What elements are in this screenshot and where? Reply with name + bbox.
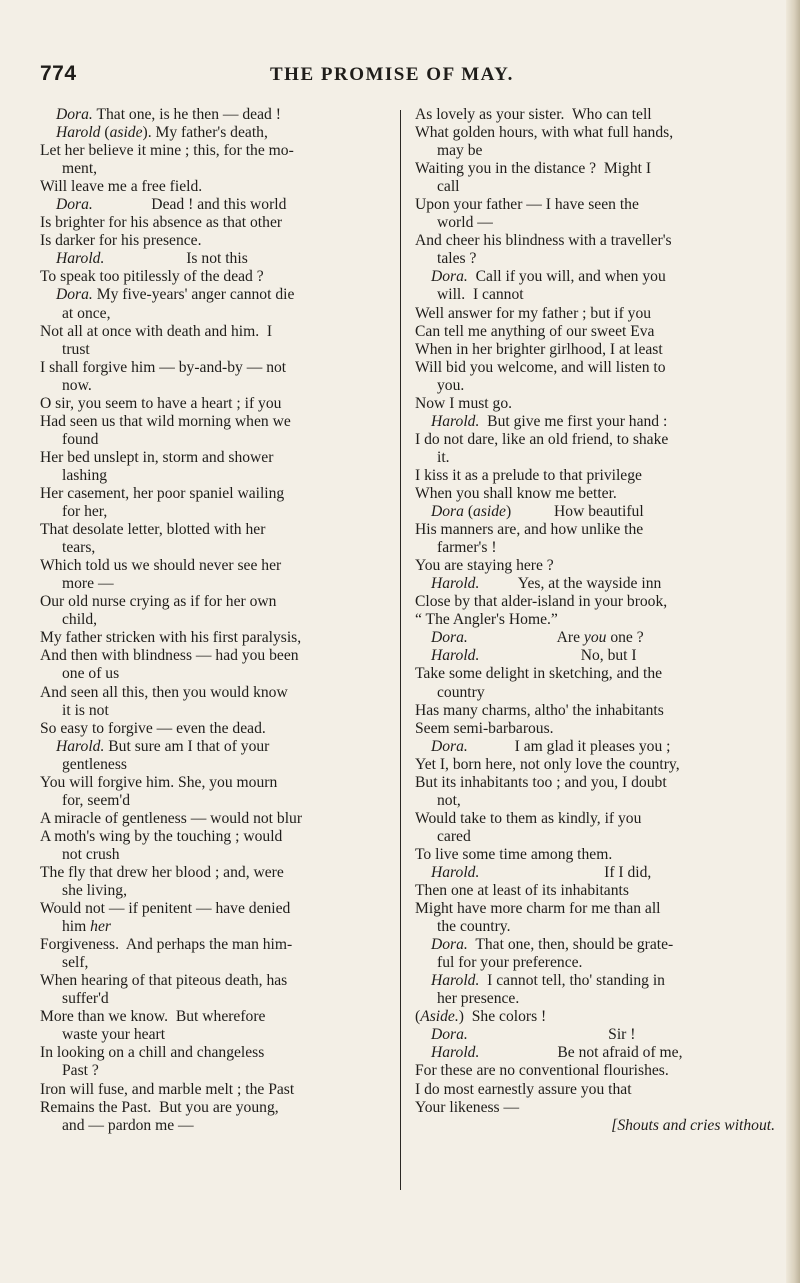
line-text: When in her brighter girlhood, I at least: [415, 340, 663, 358]
line-text: “ The Angler's Home.”: [415, 611, 558, 629]
text-line: [415, 539, 775, 557]
line-text: Our old nurse crying as if for her own: [40, 593, 277, 611]
text-line: [40, 846, 386, 864]
line-text: Past ?: [62, 1062, 99, 1080]
text-line: [415, 900, 775, 918]
text-line: [40, 774, 386, 792]
text-line: [40, 341, 386, 359]
line-text: Close by that alder-island in your brook,: [415, 593, 668, 611]
line-text: Will bid you welcome, and will listen to: [415, 358, 666, 376]
text-line: [415, 1044, 775, 1062]
line-text: In looking on a chill and changeless: [40, 1044, 265, 1062]
italic-text: [Shouts and cries without.: [611, 1116, 775, 1134]
line-text: more —: [62, 575, 114, 593]
text-line: [40, 485, 386, 503]
text-line: [40, 106, 386, 124]
line-text: for her,: [62, 503, 108, 521]
left-column: [40, 106, 386, 1135]
italic-text: you: [583, 629, 607, 647]
line-text: That one, then, should be grate-: [467, 936, 674, 954]
text-line: [40, 431, 386, 449]
line-text: one of us: [62, 665, 120, 683]
text-line: [415, 232, 775, 250]
italic-text: Harold: [56, 124, 101, 142]
text-line: [40, 1026, 386, 1044]
text-line: [415, 413, 775, 431]
text-line: [40, 268, 386, 286]
line-text: the country.: [437, 918, 511, 936]
italic-text: Harold.: [431, 412, 480, 430]
text-line: [40, 286, 386, 304]
text-line: [415, 449, 775, 467]
line-text: at once,: [62, 304, 111, 322]
line-text: Your likeness —: [415, 1098, 520, 1116]
text-line: [40, 647, 386, 665]
text-line: [415, 359, 775, 377]
line-text: farmer's !: [437, 539, 497, 557]
line-text: Be not afraid of me,: [479, 1044, 683, 1062]
line-text: I kiss it as a prelude to that privilege: [415, 466, 642, 484]
text-line: [40, 720, 386, 738]
line-text: Had seen us that wild morning when we: [40, 412, 291, 430]
line-text: Iron will fuse, and marble melt ; the Past: [40, 1080, 295, 1098]
line-text: If I did,: [479, 863, 652, 881]
line-text: Yet I, born here, not only love the country,: [415, 755, 680, 773]
text-line: [40, 305, 386, 323]
text-line: [415, 684, 775, 702]
text-line: [40, 1008, 386, 1026]
right-column: [415, 106, 775, 1135]
line-text: ment,: [62, 160, 98, 178]
text-line: [415, 1008, 775, 1026]
line-text: Sir !: [467, 1026, 636, 1044]
text-line: [415, 756, 775, 774]
line-text: ) How beautiful: [505, 503, 644, 521]
italic-text: Dora.: [431, 737, 468, 755]
text-line: [40, 882, 386, 900]
line-text: But give me first your hand :: [479, 412, 668, 430]
line-text: Dead ! and this world: [92, 196, 287, 214]
text-line: [40, 521, 386, 539]
text-line: [415, 214, 775, 232]
line-text: Would not — if penitent — have denied: [40, 900, 291, 918]
text-line: [40, 738, 386, 756]
text-line: [415, 196, 775, 214]
line-text: Take some delight in sketching, and the: [415, 665, 663, 683]
line-text: My father stricken with his first paralysis,: [40, 629, 302, 647]
text-line: [40, 1081, 386, 1099]
line-text: Forgiveness. And perhaps the man him-: [40, 936, 293, 954]
text-line: [40, 160, 386, 178]
text-line: [40, 1062, 386, 1080]
line-text: Is not this: [104, 250, 248, 268]
line-text: Let her believe it mine ; this, for the mo-: [40, 142, 294, 160]
text-line: [415, 954, 775, 972]
italic-text: Dora.: [431, 1026, 468, 1044]
line-text: That one, is he then — dead !: [92, 106, 281, 123]
line-text: The fly that drew her blood ; and, were: [40, 863, 284, 881]
line-text: now.: [62, 376, 92, 394]
text-line: [40, 702, 386, 720]
line-text: Now I must go.: [415, 394, 513, 412]
text-line: [40, 557, 386, 575]
italic-text: Dora.: [56, 106, 93, 123]
line-text: What golden hours, with what full hands,: [415, 124, 674, 142]
text-line: [40, 214, 386, 232]
line-text: A moth's wing by the touching ; would: [40, 827, 283, 845]
text-line: [415, 828, 775, 846]
line-text: Has many charms, altho' the inhabitants: [415, 701, 664, 719]
line-text: Are: [467, 629, 584, 647]
text-line: [415, 629, 775, 647]
page-edge: [786, 0, 800, 1283]
line-text: And cheer his blindness with a traveller's: [415, 232, 672, 250]
text-line: [415, 792, 775, 810]
text-line: [415, 864, 775, 882]
line-text: it is not: [62, 701, 109, 719]
line-text: Will leave me a free field.: [40, 178, 203, 196]
text-line: [40, 1117, 386, 1135]
text-line: [40, 936, 386, 954]
line-text: not,: [437, 791, 461, 809]
line-text: My five-years' anger cannot die: [92, 286, 295, 304]
line-text: him: [62, 918, 91, 936]
text-line: [415, 268, 775, 286]
line-text: Not all at once with death and him. I: [40, 322, 273, 340]
text-line: [415, 341, 775, 359]
line-text: Her casement, her poor spaniel wailing: [40, 484, 285, 502]
line-text: So easy to forgive — even the dead.: [40, 719, 266, 737]
line-text: To live some time among them.: [415, 845, 613, 863]
text-line: [40, 142, 386, 160]
line-text: Is brighter for his absence as that other: [40, 214, 283, 232]
text-line: [415, 395, 775, 413]
text-line: [40, 124, 386, 142]
text-line: [415, 593, 775, 611]
text-line: [415, 918, 775, 936]
line-text: Call if you will, and when you: [467, 268, 666, 286]
text-line: [415, 485, 775, 503]
line-text: Seem semi-barbarous.: [415, 719, 554, 737]
line-text: (: [415, 1008, 421, 1026]
text-line: [40, 828, 386, 846]
line-text: call: [437, 178, 460, 196]
text-line: [415, 846, 775, 864]
line-text: her presence.: [437, 990, 520, 1008]
line-text: ). My father's death,: [142, 124, 268, 142]
text-line: [40, 756, 386, 774]
text-line: [415, 377, 775, 395]
column-divider: [400, 110, 401, 1190]
text-line: [415, 106, 775, 124]
text-line: [415, 774, 775, 792]
line-text: No, but I: [479, 647, 637, 665]
line-text: But its inhabitants too ; and you, I doubt: [415, 773, 667, 791]
line-text: Upon your father — I have seen the: [415, 196, 639, 214]
italic-text: Dora.: [431, 268, 468, 286]
line-text: ) She colors !: [458, 1008, 547, 1026]
text-line: [40, 864, 386, 882]
italic-text: Aside.: [420, 1008, 459, 1026]
line-text: Well answer for my father ; but if you: [415, 304, 652, 322]
text-line: [40, 918, 386, 936]
line-text: it.: [437, 448, 450, 466]
text-line: [40, 250, 386, 268]
text-line: [415, 1117, 775, 1135]
text-line: [415, 972, 775, 990]
line-text: That desolate letter, blotted with her: [40, 521, 266, 539]
text-line: [40, 178, 386, 196]
text-line: [415, 250, 775, 268]
text-line: [40, 539, 386, 557]
page-number: 774: [40, 62, 77, 85]
line-text: And then with blindness — had you been: [40, 647, 299, 665]
line-text: When you shall know me better.: [415, 484, 617, 502]
text-line: [415, 936, 775, 954]
line-text: His manners are, and how unlike the: [415, 521, 644, 539]
text-line: [415, 882, 775, 900]
line-text: Which told us we should never see her: [40, 557, 282, 575]
text-line: [40, 990, 386, 1008]
text-line: [415, 1062, 775, 1080]
text-line: [40, 196, 386, 214]
line-text: world —: [437, 214, 493, 232]
text-line: [415, 702, 775, 720]
text-line: [40, 413, 386, 431]
line-text: A miracle of gentleness — would not blur: [40, 809, 303, 827]
line-text: you.: [437, 376, 465, 394]
line-text: she living,: [62, 882, 127, 900]
line-text: (: [463, 503, 474, 521]
text-line: [40, 575, 386, 593]
text-line: [415, 647, 775, 665]
text-line: [40, 323, 386, 341]
text-line: [415, 1081, 775, 1099]
text-line: [40, 792, 386, 810]
text-line: [415, 1099, 775, 1117]
line-text: More than we know. But wherefore: [40, 1008, 266, 1026]
line-text: As lovely as your sister. Who can tell: [415, 106, 652, 123]
line-text: Might have more charm for me than all: [415, 900, 661, 918]
line-text: But sure am I that of your: [104, 737, 270, 755]
text-line: [415, 557, 775, 575]
text-line: [415, 124, 775, 142]
text-line: [415, 467, 775, 485]
italic-text: Harold.: [431, 647, 480, 665]
line-text: Remains the Past. But you are young,: [40, 1098, 279, 1116]
text-line: [40, 900, 386, 918]
line-text: For these are no conventional flourishes.: [415, 1062, 669, 1080]
text-line: [415, 305, 775, 323]
line-text: ful for your preference.: [437, 954, 583, 972]
text-line: [415, 503, 775, 521]
italic-text: aside: [109, 124, 143, 142]
line-text: I do not dare, like an old friend, to shake: [415, 430, 669, 448]
text-line: [415, 810, 775, 828]
line-text: suffer'd: [62, 990, 109, 1008]
italic-text: aside: [473, 503, 506, 521]
text-line: [40, 629, 386, 647]
line-text: will. I cannot: [437, 286, 524, 304]
line-text: I shall forgive him — by-and-by — not: [40, 358, 287, 376]
page-header: [40, 62, 772, 88]
text-line: [415, 1026, 775, 1044]
italic-text: Dora.: [431, 936, 468, 954]
text-line: [415, 665, 775, 683]
line-text: trust: [62, 340, 90, 358]
text-line: [40, 665, 386, 683]
line-text: I am glad it pleases you ;: [467, 737, 671, 755]
text-line: [415, 738, 775, 756]
line-text: I cannot tell, tho' standing in: [479, 972, 665, 990]
running-title: THE PROMISE OF MAY.: [270, 64, 514, 85]
line-text: child,: [62, 611, 98, 629]
line-text: Yes, at the wayside inn: [479, 575, 662, 593]
text-line: [40, 467, 386, 485]
line-text: and — pardon me —: [62, 1116, 194, 1134]
line-text: I do most earnestly assure you that: [415, 1080, 632, 1098]
line-text: You are staying here ?: [415, 557, 554, 575]
italic-text: Harold.: [431, 972, 480, 990]
text-line: [415, 720, 775, 738]
line-text: You will forgive him. She, you mourn: [40, 773, 278, 791]
italic-text: Harold.: [56, 250, 105, 268]
text-line: [40, 611, 386, 629]
text-line: [415, 611, 775, 629]
text-line: [40, 684, 386, 702]
line-text: waste your heart: [62, 1026, 166, 1044]
line-text: And seen all this, then you would know: [40, 683, 288, 701]
line-text: Would take to them as kindly, if you: [415, 809, 642, 827]
text-line: [40, 503, 386, 521]
line-text: Her bed unslept in, storm and shower: [40, 448, 274, 466]
line-text: Then one at least of its inhabitants: [415, 882, 629, 900]
text-line: [40, 232, 386, 250]
line-text: Is darker for his presence.: [40, 232, 202, 250]
line-text: found: [62, 430, 99, 448]
line-text: To speak too pitilessly of the dead ?: [40, 268, 264, 286]
italic-text: Dora: [431, 503, 464, 521]
text-line: [415, 323, 775, 341]
line-text: tales ?: [437, 250, 477, 268]
line-text: tears,: [62, 539, 96, 557]
text-line: [415, 431, 775, 449]
line-text: O sir, you seem to have a heart ; if you: [40, 394, 282, 412]
italic-text: Harold.: [431, 1044, 480, 1062]
text-line: [40, 395, 386, 413]
text-line: [415, 160, 775, 178]
text-line: [415, 286, 775, 304]
text-line: [40, 1044, 386, 1062]
line-text: country: [437, 683, 485, 701]
line-text: for, seem'd: [62, 791, 131, 809]
italic-text: Dora.: [431, 629, 468, 647]
text-line: [415, 178, 775, 196]
line-text: self,: [62, 954, 89, 972]
italic-text: Harold.: [431, 863, 480, 881]
italic-text: Dora.: [56, 286, 93, 304]
italic-text: Dora.: [56, 196, 93, 214]
line-text: may be: [437, 142, 483, 160]
line-text: When hearing of that piteous death, has: [40, 972, 288, 990]
line-text: not crush: [62, 845, 120, 863]
text-line: [40, 593, 386, 611]
line-text: gentleness: [62, 755, 127, 773]
text-line: [40, 972, 386, 990]
text-line: [40, 359, 386, 377]
line-text: Can tell me anything of our sweet Eva: [415, 322, 655, 340]
text-line: [40, 954, 386, 972]
italic-text: Harold.: [431, 575, 480, 593]
line-text: lashing: [62, 466, 108, 484]
text-line: [40, 1099, 386, 1117]
text-line: [415, 142, 775, 160]
text-line: [415, 575, 775, 593]
line-text: one ?: [606, 629, 644, 647]
line-text: cared: [437, 827, 471, 845]
text-line: [415, 521, 775, 539]
line-text: (: [100, 124, 110, 142]
italic-text: Harold.: [56, 737, 105, 755]
text-line: [415, 990, 775, 1008]
text-line: [40, 810, 386, 828]
italic-text: her: [90, 918, 111, 936]
text-line: [40, 449, 386, 467]
text-line: [40, 377, 386, 395]
line-text: Waiting you in the distance ? Might I: [415, 160, 652, 178]
